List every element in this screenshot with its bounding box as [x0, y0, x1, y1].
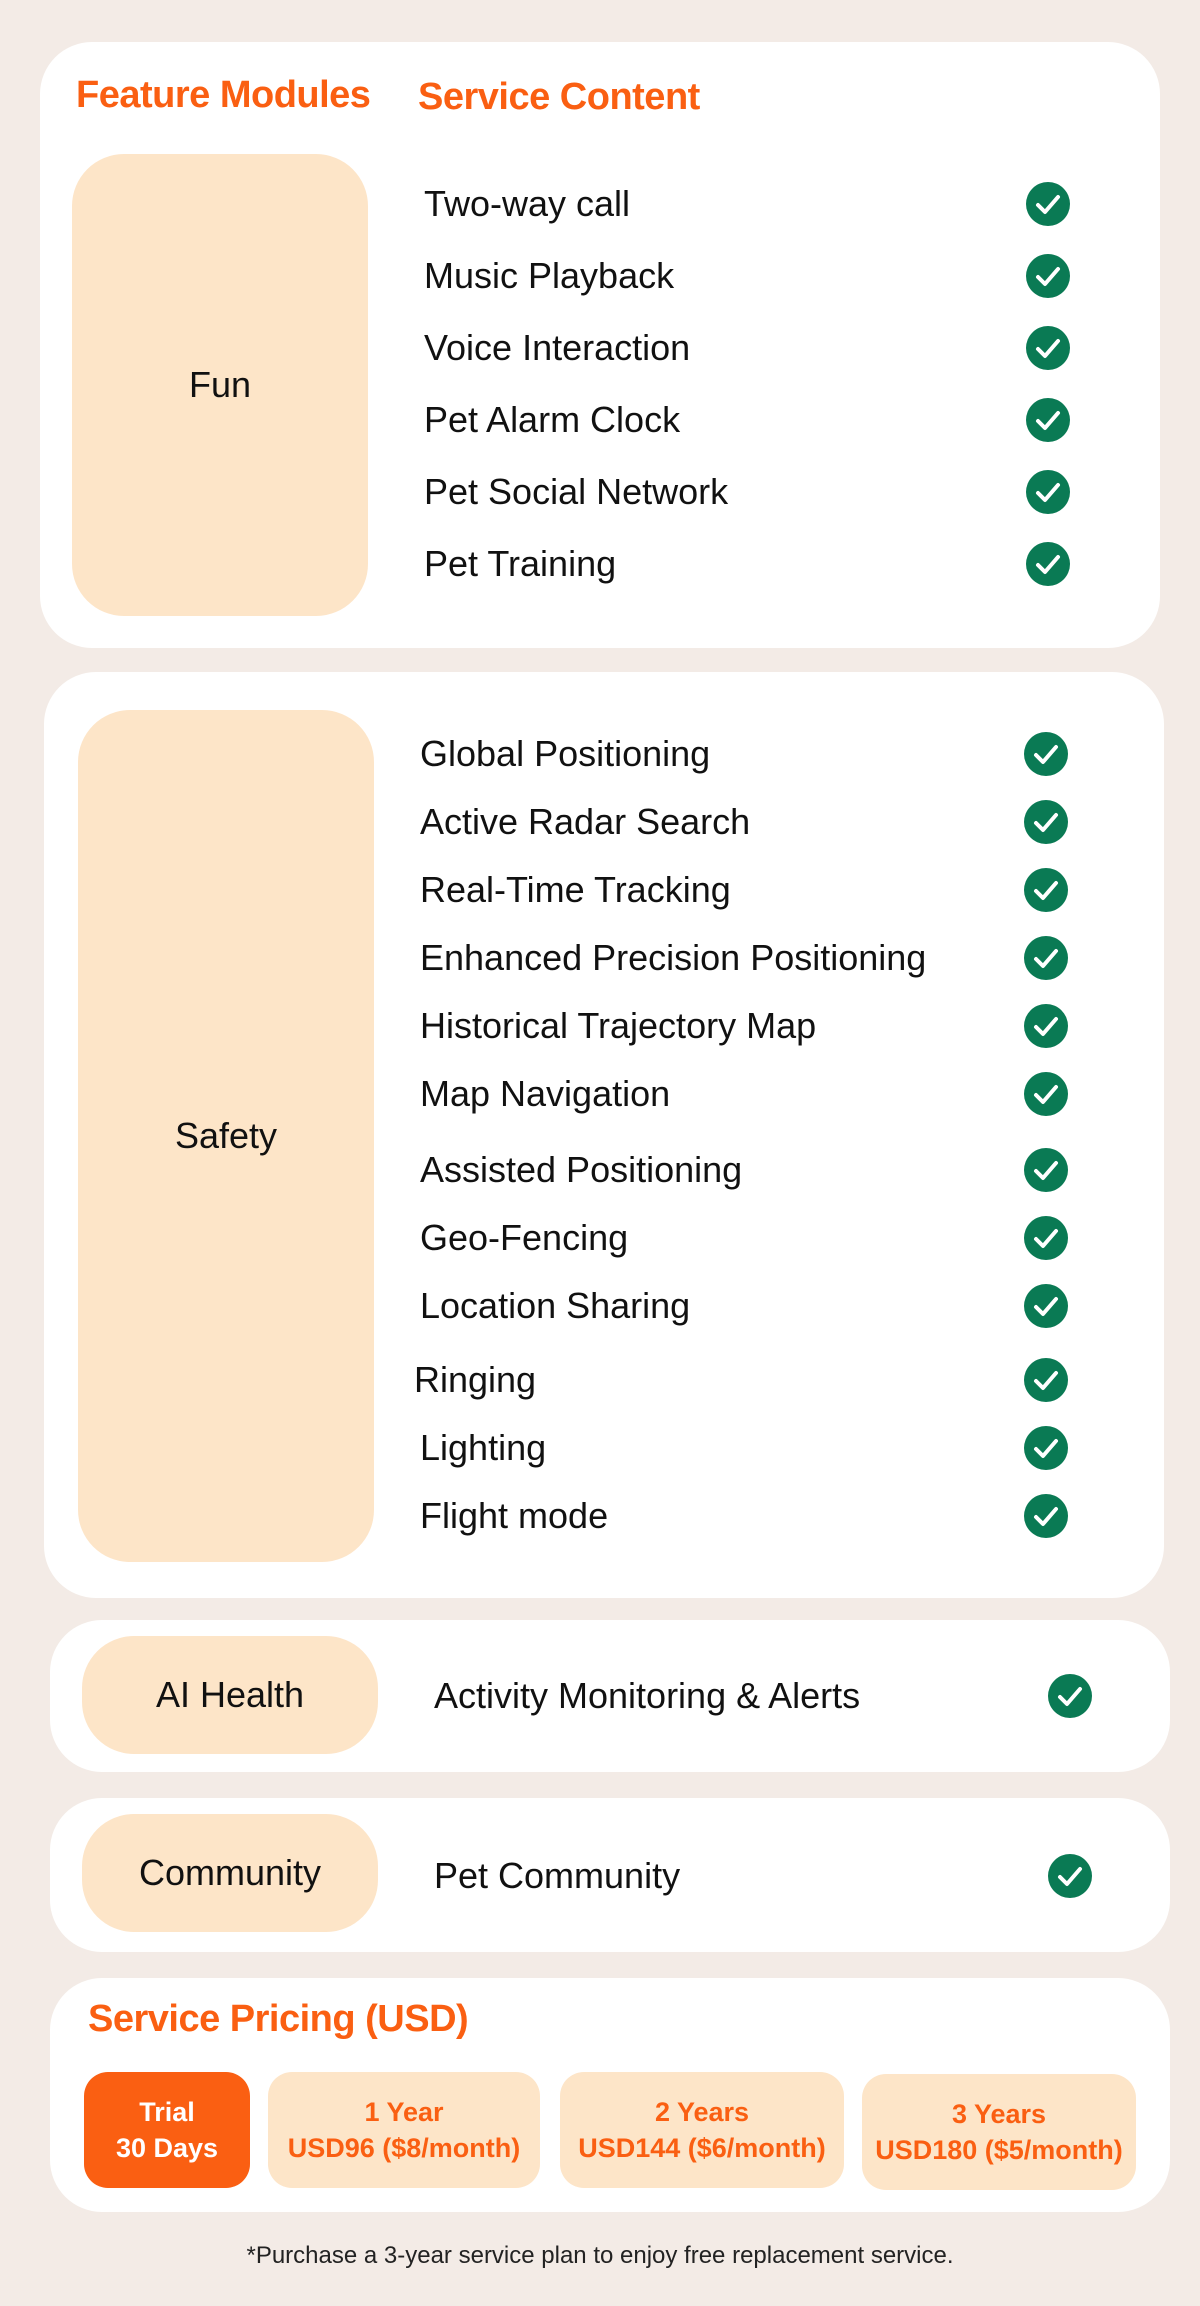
- service-row: [424, 534, 1124, 594]
- check-circle-icon: [1026, 182, 1070, 226]
- service-content-header: Service Content: [418, 76, 700, 118]
- service-label: Voice Interaction: [424, 327, 691, 368]
- safety-service-list: [414, 672, 1120, 1598]
- service-label: Activity Monitoring & Alerts: [434, 1675, 861, 1716]
- price-option-title: Trial: [139, 2097, 195, 2127]
- fun-card: [40, 42, 1160, 648]
- price-option-trial[interactable]: [84, 2072, 250, 2188]
- check-circle-icon: [1024, 1148, 1068, 1192]
- price-option-detail: USD96 ($8/month): [287, 2133, 521, 2163]
- check-circle-icon: [1026, 326, 1070, 370]
- service-row: [424, 174, 1124, 234]
- module-safety: [78, 710, 374, 1562]
- service-label: Assisted Positioning: [420, 1149, 743, 1190]
- service-label: Enhanced Precision Positioning: [420, 937, 927, 978]
- safety-card: [44, 672, 1164, 1598]
- check-circle-icon: [1026, 470, 1070, 514]
- service-row: [420, 1418, 1120, 1478]
- service-row: [420, 1486, 1120, 1546]
- check-circle-icon: [1024, 1426, 1068, 1470]
- community-card: [50, 1798, 1170, 1952]
- check-circle-icon: [1024, 1284, 1068, 1328]
- service-label: Historical Trajectory Map: [420, 1005, 817, 1046]
- service-label: Pet Social Network: [424, 471, 729, 512]
- service-label: Music Playback: [424, 255, 675, 296]
- service-row: [420, 724, 1120, 784]
- module-fun: [72, 154, 368, 616]
- service-row: [434, 1846, 1134, 1906]
- check-circle-icon: [1026, 398, 1070, 442]
- price-option-title: 2 Years: [654, 2097, 750, 2127]
- service-label: Pet Community: [434, 1855, 681, 1896]
- footnote: *Purchase a 3-year service plan to enjoy free replacement service.: [246, 2242, 954, 2269]
- check-circle-icon: [1024, 1072, 1068, 1116]
- price-option-detail: USD180 ($5/month): [875, 2135, 1123, 2165]
- check-circle-icon: [1024, 732, 1068, 776]
- module-safety-label: Safety: [174, 1115, 278, 1156]
- service-row: [424, 246, 1124, 306]
- pricing-header: Service Pricing (USD): [88, 1998, 469, 2040]
- price-option-title: 3 Years: [951, 2099, 1047, 2129]
- check-circle-icon: [1048, 1674, 1092, 1718]
- service-row: [420, 1276, 1120, 1336]
- ai-health-service-list: [434, 1620, 1134, 1772]
- service-row: [420, 792, 1120, 852]
- service-label: Map Navigation: [420, 1073, 671, 1114]
- module-community: [82, 1814, 378, 1932]
- service-label: Flight mode: [420, 1495, 609, 1536]
- price-option-detail: 30 Days: [115, 2133, 219, 2163]
- service-label: Geo-Fencing: [420, 1217, 629, 1258]
- service-row: [420, 1064, 1120, 1124]
- check-circle-icon: [1024, 1358, 1068, 1402]
- service-row: [420, 1208, 1120, 1268]
- check-circle-icon: [1024, 936, 1068, 980]
- module-community-label: Community: [138, 1852, 322, 1893]
- service-label: Lighting: [420, 1427, 547, 1468]
- service-row: [420, 996, 1120, 1056]
- module-ai-health-label: AI Health: [155, 1674, 305, 1715]
- fun-service-list: [424, 42, 1124, 648]
- price-option-title: 1 Year: [364, 2097, 444, 2127]
- check-circle-icon: [1024, 1216, 1068, 1260]
- service-label: Two-way call: [424, 183, 631, 224]
- feature-modules-header: Feature Modules: [76, 74, 371, 116]
- service-label: Ringing: [414, 1359, 537, 1400]
- service-label: Pet Training: [424, 543, 617, 584]
- service-label: Global Positioning: [420, 733, 711, 774]
- service-label: Location Sharing: [420, 1285, 691, 1326]
- service-row: [434, 1666, 1134, 1726]
- price-option-3-years[interactable]: [862, 2074, 1136, 2190]
- check-circle-icon: [1024, 800, 1068, 844]
- service-row: [420, 1140, 1120, 1200]
- service-row: [420, 928, 1120, 988]
- service-row: [424, 390, 1124, 450]
- price-option-detail: USD144 ($6/month): [578, 2133, 826, 2163]
- community-service-list: [434, 1798, 1134, 1952]
- service-row: [420, 860, 1120, 920]
- price-option-1-year[interactable]: [268, 2072, 540, 2188]
- check-circle-icon: [1024, 868, 1068, 912]
- ai-health-card: [50, 1620, 1170, 1772]
- check-circle-icon: [1024, 1004, 1068, 1048]
- service-row: [424, 462, 1124, 522]
- price-option-2-years[interactable]: [560, 2072, 844, 2188]
- check-circle-icon: [1026, 254, 1070, 298]
- service-label: Pet Alarm Clock: [424, 399, 681, 440]
- service-label: Real-Time Tracking: [420, 869, 731, 910]
- check-circle-icon: [1026, 542, 1070, 586]
- service-row: [424, 318, 1124, 378]
- service-label: Active Radar Search: [420, 801, 751, 842]
- check-circle-icon: [1048, 1854, 1092, 1898]
- service-row: [414, 1350, 1120, 1410]
- module-ai-health: [82, 1636, 378, 1754]
- check-circle-icon: [1024, 1494, 1068, 1538]
- module-fun-label: Fun: [188, 364, 252, 405]
